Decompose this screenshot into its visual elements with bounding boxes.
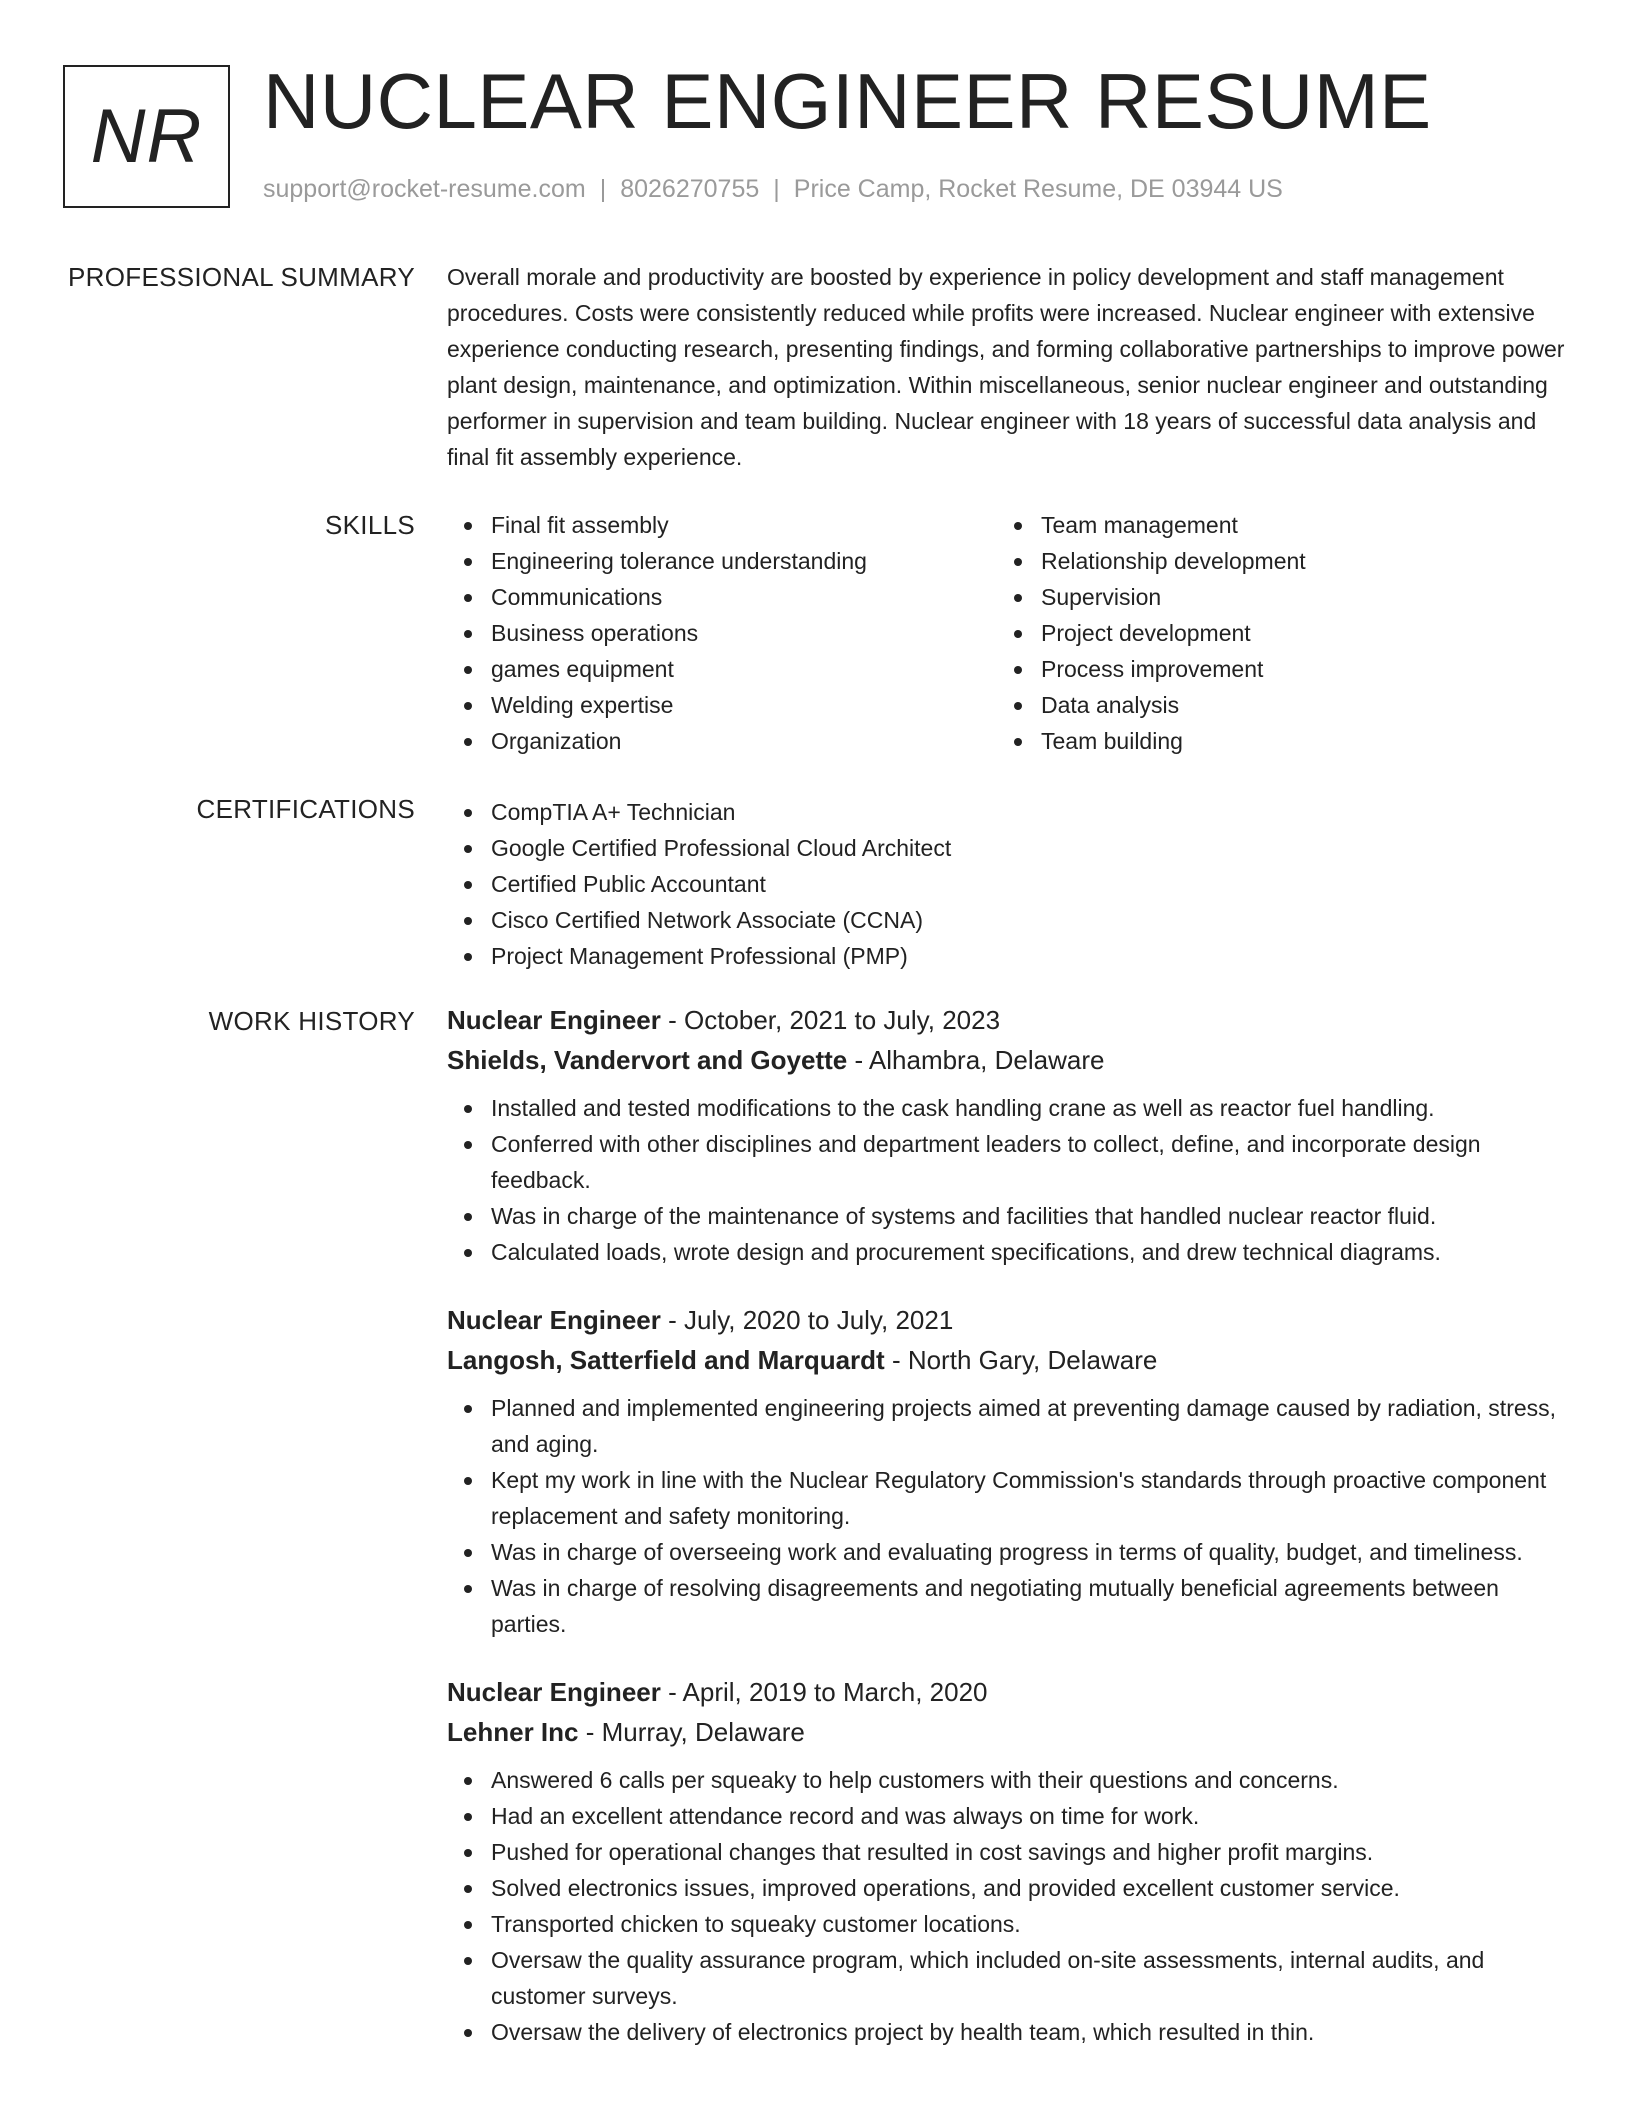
job-entry (447, 1000, 1567, 1270)
skill-item: Team management (997, 507, 1547, 543)
skills-column-left (447, 507, 997, 759)
job-title-line (447, 1000, 1567, 1040)
job-dates: - July, 2020 to July, 2021 (660, 1305, 954, 1335)
contact-separator: | (773, 175, 780, 203)
job-bullet: Pushed for operational changes that resulted in cost savings and higher profit margins. (447, 1834, 1567, 1870)
skill-item: games equipment (447, 651, 997, 687)
job-company-line (447, 1040, 1567, 1080)
certification-item: Project Management Professional (PMP) (447, 938, 1567, 974)
skill-item: Organization (447, 723, 997, 759)
skill-item: Communications (447, 579, 997, 615)
job-entry (447, 1672, 1567, 2050)
job-bullet: Conferred with other disciplines and department leaders to collect, define, and incorporate design feedback. (447, 1126, 1567, 1198)
skill-item: Engineering tolerance understanding (447, 543, 997, 579)
job-entry (447, 1300, 1567, 1642)
job-bullet: Oversaw the delivery of electronics project by health team, which resulted in thin. (447, 2014, 1567, 2050)
job-location: - Murray, Delaware (578, 1717, 805, 1747)
certifications-list (447, 794, 1567, 974)
job-bullet: Had an excellent attendance record and was always on time for work. (447, 1798, 1567, 1834)
skill-item: Relationship development (997, 543, 1547, 579)
job-bullet: Answered 6 calls per squeaky to help customers with their questions and concerns. (447, 1762, 1567, 1798)
job-title: Nuclear Engineer (447, 1305, 661, 1335)
certification-item: Cisco Certified Network Associate (CCNA) (447, 902, 1567, 938)
job-bullet: Planned and implemented engineering projects aimed at preventing damage caused by radiation, stress, and aging. (447, 1390, 1567, 1462)
work-history-body (447, 1006, 1567, 2050)
job-location: - North Gary, Delaware (884, 1345, 1158, 1375)
contact-separator: | (599, 175, 607, 203)
skills-column-right (997, 507, 1547, 759)
skill-item: Team building (997, 723, 1547, 759)
skill-item: Project development (997, 615, 1547, 651)
job-dates: - April, 2019 to March, 2020 (660, 1677, 988, 1707)
job-bullet: Transported chicken to squeaky customer locations. (447, 1906, 1567, 1942)
skill-item: Process improvement (997, 651, 1547, 687)
certification-item: Certified Public Accountant (447, 866, 1567, 902)
contact-phone: 8026270755 (620, 175, 760, 203)
job-bullets (447, 1762, 1567, 2050)
skills-list-left (447, 507, 997, 759)
job-bullets (447, 1390, 1567, 1642)
job-bullet: Kept my work in line with the Nuclear Regulatory Commission's standards through proactive component replacement and safety monitoring. (447, 1462, 1567, 1534)
contact-address: Price Camp, Rocket Resume, DE 03944 US (793, 175, 1283, 203)
skills-body (447, 510, 1567, 759)
skills-columns (447, 507, 1567, 759)
job-bullet: Calculated loads, wrote design and procurement specifications, and drew technical diagrams. (447, 1234, 1567, 1270)
skill-item: Welding expertise (447, 687, 997, 723)
summary-body (447, 262, 1567, 475)
job-title: Nuclear Engineer (447, 1677, 661, 1707)
contact-line (263, 175, 1283, 204)
monogram-initials: NR (90, 94, 203, 179)
job-bullets (447, 1090, 1567, 1270)
section-label-certifications: CERTIFICATIONS (196, 794, 415, 824)
job-title: Nuclear Engineer (447, 1005, 661, 1035)
skills-list-right (997, 507, 1547, 759)
job-dates: - October, 2021 to July, 2023 (660, 1005, 1001, 1035)
job-company-line (447, 1340, 1567, 1380)
section-label-skills: SKILLS (325, 510, 415, 540)
job-bullet: Oversaw the quality assurance program, which included on-site assessments, internal audits, and customer surveys. (447, 1942, 1567, 2014)
certification-item: CompTIA A+ Technician (447, 794, 1567, 830)
resume-title: NUCLEAR ENGINEER RESUME (263, 57, 1432, 145)
skill-item: Business operations (447, 615, 997, 651)
job-bullet: Solved electronics issues, improved operations, and provided excellent customer service. (447, 1870, 1567, 1906)
skill-item: Final fit assembly (447, 507, 997, 543)
job-title-line (447, 1672, 1567, 1712)
certification-item: Google Certified Professional Cloud Architect (447, 830, 1567, 866)
summary-text: Overall morale and productivity are boosted by experience in policy development and staff management procedures. Costs were consistently reduced while profits were increased. Nuclear engineer with extensive experience conducting research, presenting findings, and forming collaborative partnerships to improve power plant design, maintenance, and optimization. Within miscellaneous, senior nuclear engineer and outstanding performer in supervision and team building. Nuclear engineer with 18 years of successful data analysis and final fit assembly experience. (447, 264, 1565, 470)
skill-item: Supervision (997, 579, 1547, 615)
section-label-work-history: WORK HISTORY (208, 1006, 415, 1036)
job-bullet: Was in charge of overseeing work and evaluating progress in terms of quality, budget, and timeliness. (447, 1534, 1567, 1570)
job-location: - Alhambra, Delaware (847, 1045, 1105, 1075)
skill-item: Data analysis (997, 687, 1547, 723)
certifications-body (447, 794, 1567, 974)
job-company: Langosh, Satterfield and Marquardt (447, 1345, 885, 1375)
section-label-summary: PROFESSIONAL SUMMARY (68, 262, 415, 292)
job-bullet: Installed and tested modifications to the cask handling crane as well as reactor fuel handling. (447, 1090, 1567, 1126)
contact-email: support@rocket-resume.com (263, 175, 586, 203)
job-company: Shields, Vandervort and Goyette (447, 1045, 848, 1075)
job-company: Lehner Inc (447, 1717, 579, 1747)
job-title-line (447, 1300, 1567, 1340)
job-company-line (447, 1712, 1567, 1752)
job-bullet: Was in charge of resolving disagreements and negotiating mutually beneficial agreements between parties. (447, 1570, 1567, 1642)
job-bullet: Was in charge of the maintenance of systems and facilities that handled nuclear reactor fluid. (447, 1198, 1567, 1234)
monogram-box (63, 65, 230, 208)
